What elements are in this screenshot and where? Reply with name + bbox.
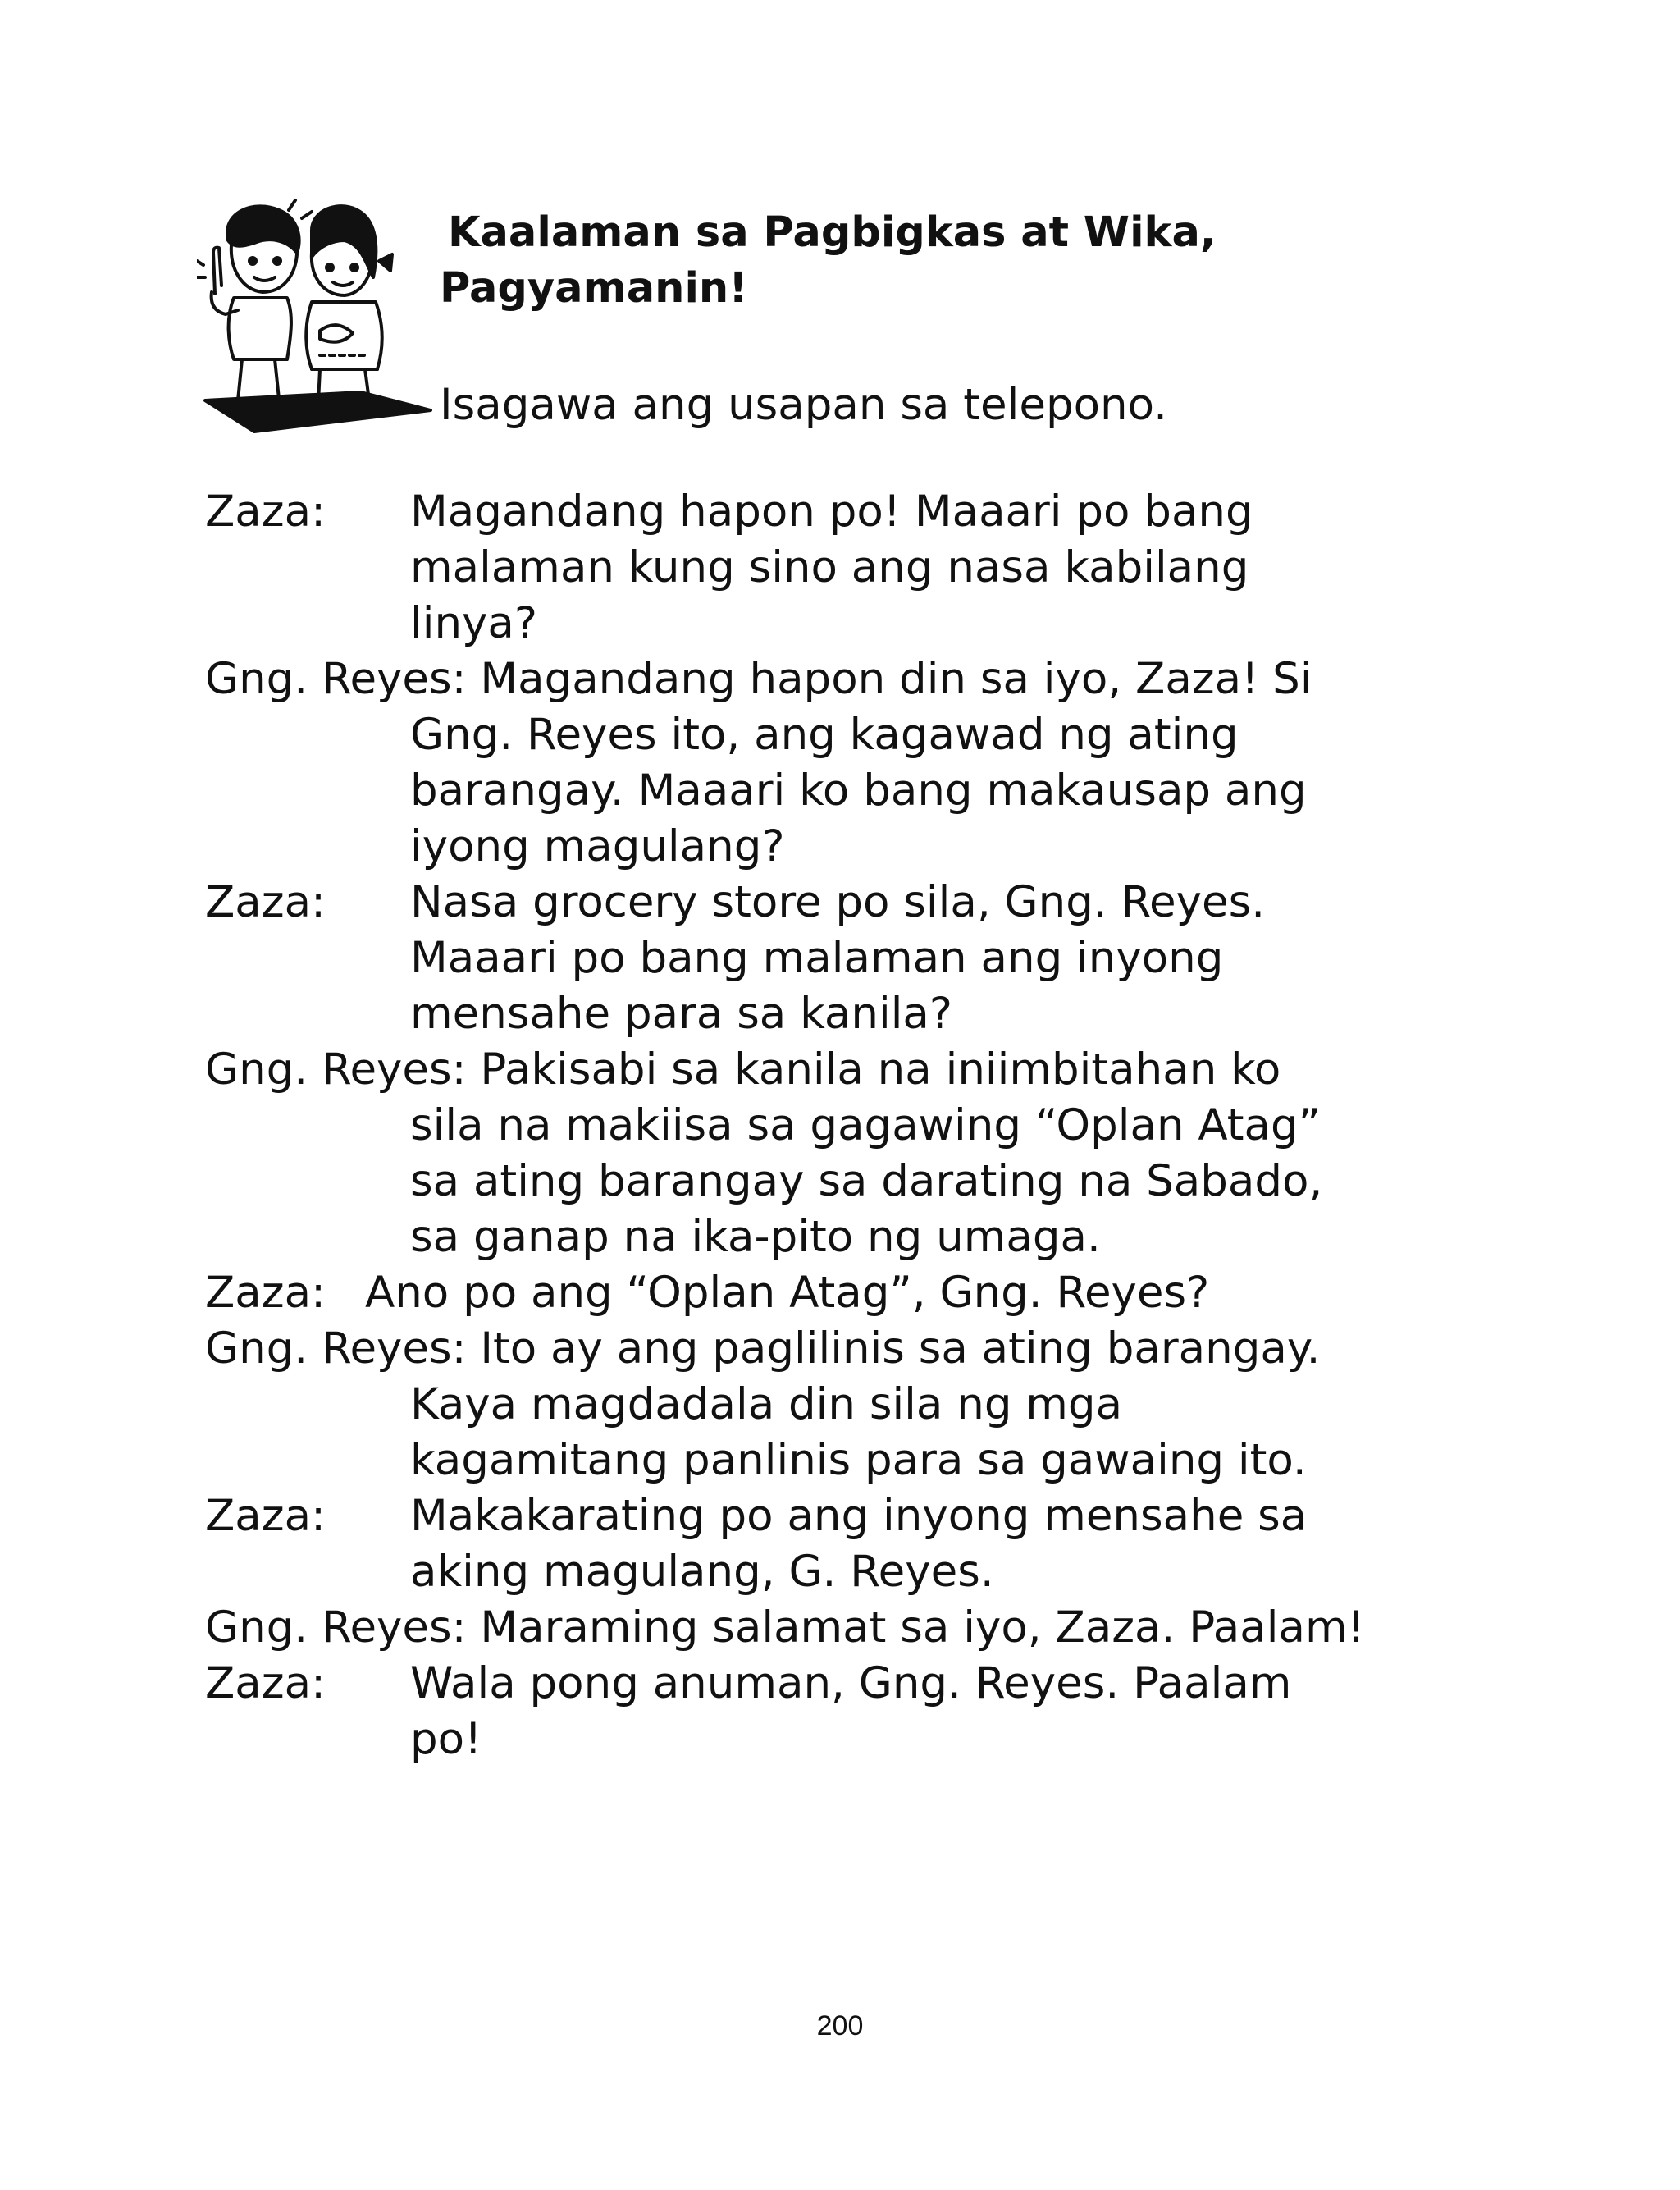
speaker-label: Zaza: — [205, 877, 326, 927]
speaker-label: Gng. Reyes: — [205, 1602, 467, 1653]
speaker-label: Gng. Reyes: — [205, 1324, 467, 1374]
dialogue-line: Maaari po bang malaman ang inyong — [410, 933, 1224, 983]
dialogue-line: Wala pong anuman, Gng. Reyes. Paalam — [410, 1658, 1292, 1708]
heading-line-1: Kaalaman sa Pagbigkas at Wika, — [448, 208, 1217, 257]
dialogue-line: sila na makiisa sa gagawing “Oplan Atag” — [410, 1100, 1322, 1150]
speaker-label: Zaza: — [205, 487, 326, 537]
dialogue-line: aking magulang, G. Reyes. — [410, 1547, 994, 1597]
dialogue-text — [410, 875, 1452, 1042]
dialogue-line: kagamitang panlinis para sa gawaing ito. — [410, 1435, 1307, 1485]
dialogue — [205, 484, 1452, 1767]
dialogue-line: Nasa grocery store po sila, Gng. Reyes. — [410, 877, 1266, 927]
heading-line-2: Pagyamanin! — [440, 264, 748, 313]
dialogue-turn — [205, 875, 1452, 1042]
dialogue-line: barangay. Maaari ko bang makausap ang — [410, 766, 1307, 816]
speaker-label: Gng. Reyes: — [205, 1045, 467, 1095]
section-heading — [440, 205, 1342, 317]
dialogue-line: malaman kung sino ang nasa kabilang — [410, 542, 1249, 592]
dialogue-turn — [205, 652, 1452, 875]
dialogue-line: mensahe para sa kanila? — [410, 989, 953, 1039]
dialogue-line: Kaya magdadala din sila ng mga — [410, 1379, 1123, 1429]
speaker-label: Zaza: — [205, 1268, 326, 1318]
dialogue-line: Magandang hapon po! Maaari po bang — [410, 487, 1253, 537]
two-children-drawing-icon — [197, 195, 435, 435]
dialogue-line: Ano po ang “Oplan Atag”, Gng. Reyes? — [364, 1268, 1210, 1318]
speaker-label: Zaza: — [205, 1658, 326, 1708]
dialogue-line: Makakarating po ang inyong mensahe sa — [410, 1491, 1308, 1541]
dialogue-text — [410, 1656, 1452, 1767]
dialogue-first-line — [205, 652, 1452, 707]
dialogue-turn — [205, 1488, 1452, 1600]
dialogue-line: Gng. Reyes ito, ang kagawad ng ating — [410, 710, 1239, 760]
instruction-text: Isagawa ang usapan sa telepono. — [440, 380, 1167, 430]
dialogue-turn — [205, 484, 1452, 652]
page-number: 200 — [816, 2010, 864, 2041]
dialogue-turn — [205, 1600, 1452, 1656]
dialogue-first-line — [205, 1042, 1452, 1098]
dialogue-text — [410, 1488, 1452, 1600]
dialogue-line: linya? — [410, 598, 538, 648]
speaker-label: Gng. Reyes: — [205, 654, 467, 704]
dialogue-line: po! — [410, 1714, 482, 1764]
dialogue-line: iyong magulang? — [410, 821, 785, 871]
dialogue-first-line — [205, 1600, 1452, 1656]
dialogue-line: Magandang hapon din sa iyo, Zaza! Si — [480, 654, 1312, 704]
dialogue-line: sa ating barangay sa darating na Sabado, — [410, 1156, 1323, 1206]
dialogue-first-line — [205, 1321, 1452, 1377]
dialogue-turn — [205, 1321, 1452, 1488]
dialogue-turn — [205, 1656, 1452, 1767]
dialogue-line: Ito ay ang paglilinis sa ating barangay. — [480, 1324, 1321, 1374]
speaker-label: Zaza: — [205, 1491, 326, 1541]
dialogue-turn — [205, 1042, 1452, 1265]
dialogue-line: Pakisabi sa kanila na iniimbitahan ko — [480, 1045, 1281, 1095]
dialogue-line: Maraming salamat sa iyo, Zaza. Paalam! — [480, 1602, 1365, 1653]
dialogue-line: sa ganap na ika-pito ng umaga. — [410, 1212, 1101, 1262]
dialogue-text — [410, 484, 1452, 652]
dialogue-turn — [205, 1265, 1452, 1321]
